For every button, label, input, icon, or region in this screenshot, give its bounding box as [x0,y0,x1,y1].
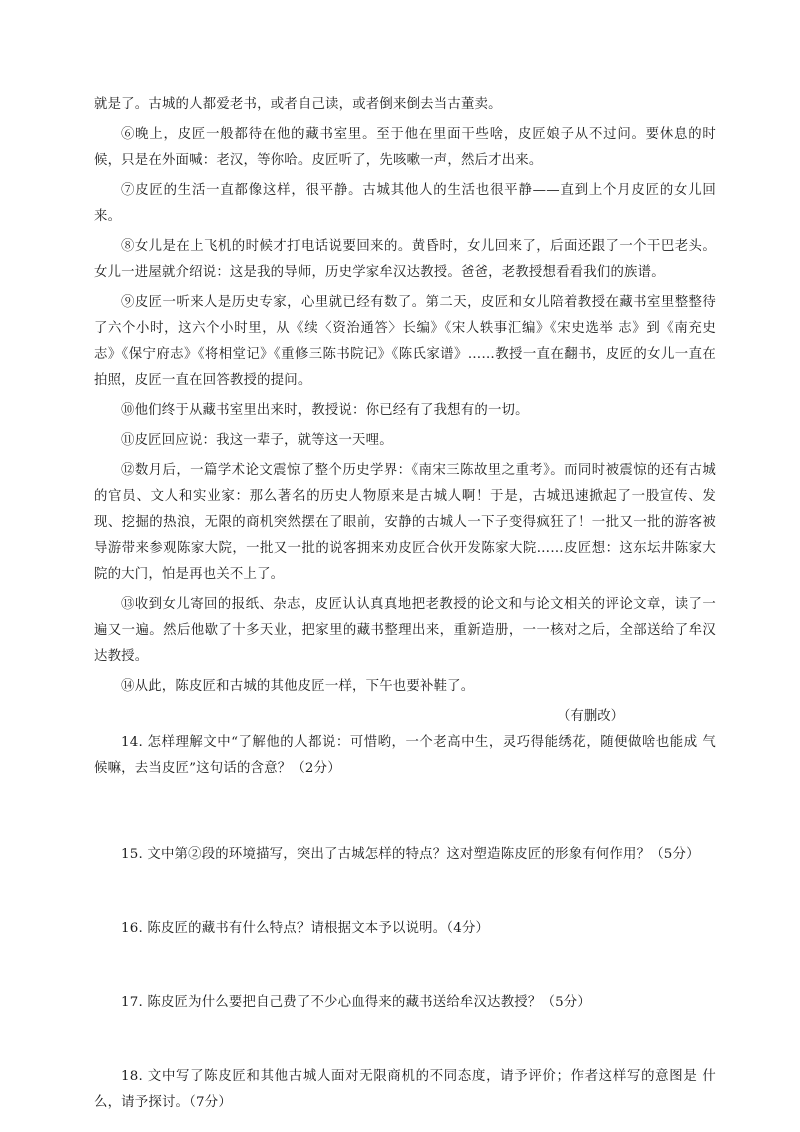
paragraph-6: ⑥晚上，皮匠一般都待在他的藏书室里。至于他在里面干些啥，皮匠娘子从不过问。要休息的时候，只是在外面喊：老汉，等你哈。皮匠听了，先咳嗽一声，然后才出来。 [94,127,716,168]
document-page [94,92,716,1116]
question-16: 16. 陈皮匠的藏书有什么特点？请根据文本予以说明。（4分） [121,921,490,936]
paragraph-14: ⑭从此，陈皮匠和古城的其他皮匠一样，下午也要补鞋了。 [121,679,475,694]
question-18: 18. 文中写了陈皮匠和其他古城人面对无限商机的不同态度，请予评价；作者这样写的意图是 什么，请予探讨。（7分） [94,1069,716,1110]
paragraph-10: ⑩他们终于从藏书室里出来时，教授说：你已经有了我想有的一切。 [121,403,529,418]
paragraph-7: ⑦皮匠的生活一直都像这样，很平静。古城其他人的生活也很平静——直到上个月皮匠的女儿回来。 [94,183,716,224]
paragraph-12: ⑫数月后，一篇学术论文震惊了整个历史学界：《南宋三陈故里之重考》。而同时被震惊的还有古城的官员、文人和实业家：那么著名的历史人物原来是古城人啊！于是，古城迅速掀起了一股宣传、发现、挖掘的热浪，无限的商机突然摆在了眼前，安静的古城人一下子变得疯狂了！一批又一批的游客被导游带来参观陈家大院，一批又一批的说客拥来劝皮匠合伙开发陈家大院……皮匠想：这东坛井陈家大院的大门，怕是再也关不上了。 [94,463,716,582]
paragraph-9: ⑨皮匠一听来人是历史专家，心里就已经有数了。第二天，皮匠和女儿陪着教授在藏书室里整整待了六个小时，这六个小时里，从《续〈资治通答〉长编》《宋人轶事汇编》《宋史选举 志》到《南充史志》《保宁府志》《将相堂记》《重修三陈书院记》《陈氏家谱》……教授一直在翻书，皮匠的女儿一直在拍照，皮匠一直在回答教授的提问。 [94,295,716,388]
paragraph-8: ⑧女儿是在上飞机的时候才打电话说要回来的。黄昏时，女儿回来了，后面还跟了一个干巴老头。女儿一进屋就介绍说：这是我的导师，历史学家牟汉达教授。爸爸，老教授想看看我们的族谱。 [94,239,716,280]
paragraph-5-continued: 就是了。古城的人都爱老书，或者自己读，或者倒来倒去当古董卖。 [94,97,502,112]
question-17: 17. 陈皮匠为什么要把自己费了不少心血得来的藏书送给牟汉达教授？（5分） [121,995,591,1010]
source-note: （有删改） [557,709,624,724]
paragraph-11: ⑪皮匠回应说：我这一辈子，就等这一天哩。 [121,433,393,448]
paragraph-13: ⑬收到女儿寄回的报纸、杂志，皮匠认认真真地把老教授的论文和与论文相关的评论文章，读了一遍又一遍。然后他歇了十多天业，把家里的藏书整理出来，重新造册，一一核对之后，全部送给了牟汉达教授。 [94,597,716,664]
question-14: 14. 怎样理解文中“了解他的人都说：可惜哟，一个老高中生，灵巧得能绣花，随便做啥也能成 气候嘛，去当皮匠”这句话的含意？（2分） [94,735,716,776]
question-15: 15. 文中第②段的环境描写，突出了古城怎样的特点？这对塑造陈皮匠的形象有何作用？（5分） [121,847,700,862]
